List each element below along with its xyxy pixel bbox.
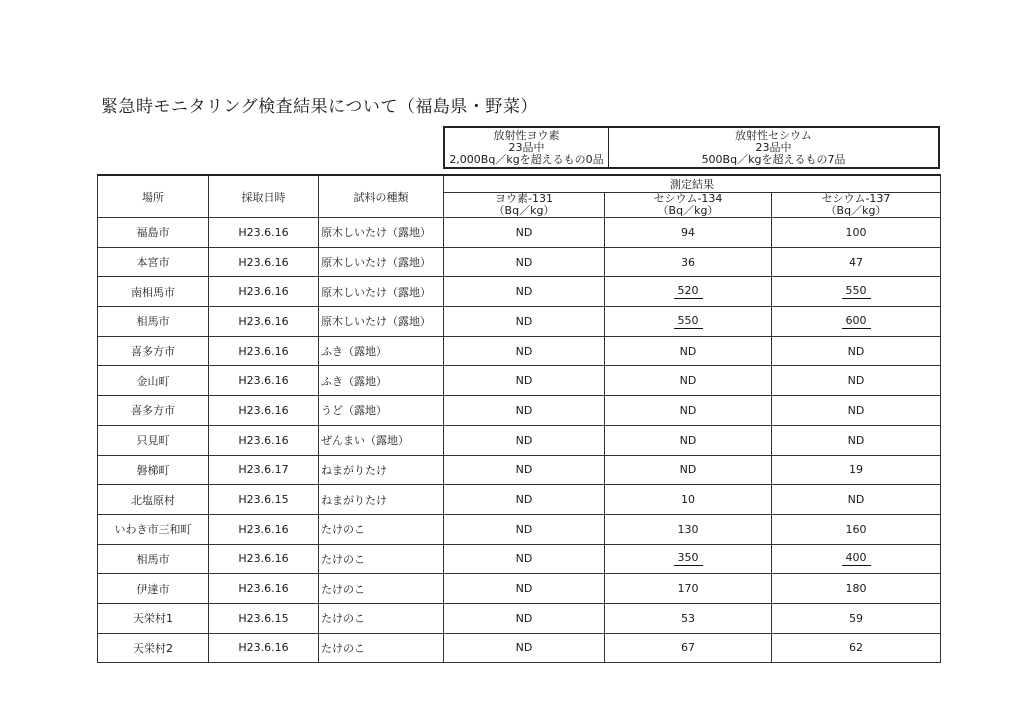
place-cell [98, 366, 209, 396]
cs137-cell [772, 277, 941, 307]
i131-cell-value: ND [515, 493, 533, 507]
cesium-summary-line2: 23品中 [755, 140, 792, 154]
place-cell [98, 425, 209, 455]
cs137-cell [772, 218, 941, 248]
header-results: 測定結果 [444, 175, 941, 193]
place-cell-value: 伊達市 [136, 582, 170, 596]
cs134-cell-value: 67 [681, 641, 695, 655]
table-row [98, 396, 941, 426]
place-cell-value: 金山町 [136, 374, 170, 388]
table-row [98, 425, 941, 455]
place-cell [98, 603, 209, 633]
place-cell-value: 天栄村1 [133, 612, 173, 626]
i131-cell-value: ND [515, 374, 533, 388]
cs137-cell [772, 574, 941, 604]
date-cell [209, 277, 319, 307]
sample-cell [319, 366, 444, 396]
cs137-cell [772, 455, 941, 485]
date-cell [209, 247, 319, 277]
i131-cell [444, 336, 605, 366]
sample-cell-value: たけのこ [321, 641, 365, 655]
cs134-cell-value: 170 [677, 582, 699, 596]
cesium-summary-line3: 500Bq／kgを超えるもの7品 [701, 152, 846, 166]
place-cell [98, 514, 209, 544]
cs134-cell-value: 53 [681, 611, 695, 625]
sample-cell [319, 307, 444, 337]
sample-cell-value: たけのこ [321, 552, 365, 566]
date-cell [209, 603, 319, 633]
i131-cell [444, 218, 605, 248]
date-cell-value: H23.6.16 [238, 255, 289, 269]
table-row [98, 366, 941, 396]
iodine-summary-line3: 2,000Bq／kgを超えるもの0品 [449, 152, 604, 166]
i131-cell [444, 366, 605, 396]
table-row [98, 277, 941, 307]
cs134-cell [605, 633, 772, 663]
sample-cell [319, 455, 444, 485]
table-row [98, 574, 941, 604]
results-table [97, 174, 941, 663]
table-header-row [98, 175, 941, 193]
place-cell-value: 喜多方市 [131, 404, 175, 418]
table-row [98, 485, 941, 515]
place-cell-value: いわき市三和町 [114, 523, 192, 537]
cs134-cell-value: 94 [681, 225, 695, 239]
sample-cell [319, 603, 444, 633]
i131-cell [444, 455, 605, 485]
cs137-cell [772, 396, 941, 426]
date-cell-value: H23.6.16 [238, 552, 289, 566]
place-cell-value: 只見町 [136, 434, 170, 448]
sample-cell-value: 原木しいたけ（露地） [321, 315, 431, 329]
date-cell-value: H23.6.16 [238, 344, 289, 358]
place-cell-value: 南相馬市 [131, 285, 175, 299]
cs137-cell-value: 47 [849, 255, 863, 269]
table-row [98, 455, 941, 485]
date-cell-value: H23.6.15 [238, 493, 289, 507]
date-cell [209, 544, 319, 574]
i131-cell-value: ND [515, 463, 533, 477]
place-cell-value: 天栄村2 [133, 641, 173, 655]
date-cell-value: H23.6.16 [238, 285, 289, 299]
date-cell [209, 514, 319, 544]
cs137-cell [772, 544, 941, 574]
i131-cell [444, 603, 605, 633]
i131-cell [444, 633, 605, 663]
cs134-cell [605, 455, 772, 485]
place-cell [98, 247, 209, 277]
place-cell [98, 218, 209, 248]
i131-cell-value: ND [515, 255, 533, 269]
sample-cell-value: たけのこ [321, 582, 365, 596]
date-cell [209, 485, 319, 515]
cs134-cell [605, 514, 772, 544]
sample-cell [319, 277, 444, 307]
cs134-cell [605, 277, 772, 307]
cs134-cell [605, 396, 772, 426]
date-cell [209, 307, 319, 337]
iodine-summary-line2: 23品中 [508, 140, 545, 154]
sample-cell [319, 485, 444, 515]
place-cell-value: 喜多方市 [131, 345, 175, 359]
place-cell-value: 磐梯町 [136, 463, 170, 477]
i131-cell [444, 307, 605, 337]
header-cs137-label: セシウム-137 [821, 192, 891, 205]
cs137-cell [772, 603, 941, 633]
cs137-cell-value: ND [847, 374, 865, 388]
header-cs137 [772, 193, 941, 218]
table-row [98, 603, 941, 633]
cs137-cell [772, 425, 941, 455]
sample-cell-value: うど（露地） [321, 404, 387, 418]
cesium-summary [609, 128, 938, 167]
sample-cell-value: ふき（露地） [321, 374, 387, 388]
sample-cell [319, 336, 444, 366]
date-cell [209, 336, 319, 366]
cs137-cell-value: 100 [845, 225, 867, 239]
date-cell-value: H23.6.16 [238, 582, 289, 596]
cs137-cell [772, 514, 941, 544]
summary-box [443, 126, 940, 169]
sample-cell-value: 原木しいたけ（露地） [321, 285, 431, 299]
cs134-cell [605, 485, 772, 515]
place-cell [98, 574, 209, 604]
sample-cell-value: ぜんまい（露地） [321, 434, 409, 448]
cs137-cell-value: 400 [842, 551, 871, 566]
cs134-cell-value: 130 [677, 522, 699, 536]
sample-cell-value: ねまがりたけ [321, 493, 387, 507]
place-cell-value: 北塩原村 [131, 493, 175, 507]
cs134-cell-value: ND [679, 433, 697, 447]
cs134-cell [605, 218, 772, 248]
place-cell [98, 277, 209, 307]
cs137-cell [772, 633, 941, 663]
sample-cell-value: たけのこ [321, 612, 365, 626]
sample-cell [319, 514, 444, 544]
cs134-cell-value: 520 [674, 284, 703, 299]
cs137-cell-value: 180 [845, 582, 867, 596]
place-cell-value: 相馬市 [136, 315, 170, 329]
date-cell [209, 218, 319, 248]
cs137-cell-value: 59 [849, 611, 863, 625]
place-cell [98, 485, 209, 515]
cs137-cell [772, 485, 941, 515]
cs134-cell-value: 10 [681, 493, 695, 507]
header-cs137-unit: （Bq／kg） [825, 204, 887, 217]
cs137-cell [772, 307, 941, 337]
cs137-cell [772, 247, 941, 277]
sample-cell-value: 原木しいたけ（露地） [321, 256, 431, 270]
table-body [98, 218, 941, 663]
i131-cell-value: ND [515, 641, 533, 655]
cs134-cell-value: 350 [674, 551, 703, 566]
date-cell-value: H23.6.16 [238, 641, 289, 655]
header-place: 場所 [98, 175, 209, 218]
cs137-cell-value: ND [847, 433, 865, 447]
place-cell [98, 544, 209, 574]
place-cell [98, 633, 209, 663]
i131-cell-value: ND [515, 522, 533, 536]
cesium-summary-line1: 放射性セシウム [735, 128, 812, 142]
header-sample: 試料の種類 [319, 175, 444, 218]
date-cell [209, 396, 319, 426]
date-cell-value: H23.6.15 [238, 611, 289, 625]
table-row [98, 544, 941, 574]
i131-cell [444, 485, 605, 515]
date-cell-value: H23.6.16 [238, 403, 289, 417]
i131-cell-value: ND [515, 582, 533, 596]
sample-cell [319, 247, 444, 277]
i131-cell [444, 544, 605, 574]
place-cell [98, 396, 209, 426]
cs134-cell [605, 425, 772, 455]
date-cell-value: H23.6.17 [238, 463, 289, 477]
i131-cell-value: ND [515, 344, 533, 358]
sample-cell-value: ふき（露地） [321, 345, 387, 359]
i131-cell [444, 425, 605, 455]
header-i131-label: ヨウ素-131 [495, 192, 553, 205]
date-cell [209, 455, 319, 485]
i131-cell-value: ND [515, 552, 533, 566]
date-cell-value: H23.6.16 [238, 225, 289, 239]
date-cell [209, 633, 319, 663]
table-row [98, 247, 941, 277]
table-row [98, 218, 941, 248]
cs134-cell [605, 336, 772, 366]
place-cell-value: 福島市 [136, 226, 170, 240]
cs134-cell-value: ND [679, 374, 697, 388]
sample-cell-value: 原木しいたけ（露地） [321, 226, 431, 240]
i131-cell [444, 396, 605, 426]
cs137-cell-value: ND [847, 403, 865, 417]
date-cell [209, 425, 319, 455]
date-cell-value: H23.6.16 [238, 522, 289, 536]
sample-cell [319, 425, 444, 455]
cs137-cell-value: 62 [849, 641, 863, 655]
date-cell [209, 366, 319, 396]
place-cell [98, 307, 209, 337]
cs137-cell [772, 366, 941, 396]
cs137-cell-value: 550 [842, 284, 871, 299]
i131-cell [444, 277, 605, 307]
sample-cell [319, 633, 444, 663]
cs134-cell [605, 366, 772, 396]
date-cell [209, 574, 319, 604]
i131-cell-value: ND [515, 285, 533, 299]
cs134-cell-value: ND [679, 463, 697, 477]
cs134-cell [605, 574, 772, 604]
header-cs134 [605, 193, 772, 218]
iodine-summary-line1: 放射性ヨウ素 [493, 128, 560, 142]
place-cell-value: 本宮市 [136, 256, 170, 270]
cs134-cell-value: ND [679, 403, 697, 417]
place-cell [98, 455, 209, 485]
i131-cell-value: ND [515, 611, 533, 625]
cs134-cell [605, 544, 772, 574]
date-cell-value: H23.6.16 [238, 314, 289, 328]
date-cell-value: H23.6.16 [238, 433, 289, 447]
cs137-cell-value: 19 [849, 463, 863, 477]
i131-cell-value: ND [515, 225, 533, 239]
page-title: 緊急時モニタリング検査結果について（福島県・野菜） [101, 97, 538, 117]
cs134-cell [605, 247, 772, 277]
table-row [98, 307, 941, 337]
header-date: 採取日時 [209, 175, 319, 218]
cs137-cell-value: ND [847, 493, 865, 507]
cs134-cell [605, 603, 772, 633]
sample-cell [319, 544, 444, 574]
place-cell-value: 相馬市 [136, 552, 170, 566]
cs134-cell-value: 550 [674, 314, 703, 329]
cs137-cell-value: 600 [842, 314, 871, 329]
cs137-cell-value: ND [847, 344, 865, 358]
cs134-cell-value: 36 [681, 255, 695, 269]
cs137-cell [772, 336, 941, 366]
sample-cell [319, 574, 444, 604]
i131-cell [444, 514, 605, 544]
sample-cell [319, 396, 444, 426]
i131-cell-value: ND [515, 433, 533, 447]
header-cs134-unit: （Bq／kg） [657, 204, 719, 217]
table-row [98, 336, 941, 366]
cs134-cell [605, 307, 772, 337]
i131-cell-value: ND [515, 314, 533, 328]
place-cell [98, 336, 209, 366]
iodine-summary [445, 128, 609, 167]
i131-cell-value: ND [515, 403, 533, 417]
header-i131 [444, 193, 605, 218]
sample-cell-value: ねまがりたけ [321, 463, 387, 477]
cs134-cell-value: ND [679, 344, 697, 358]
cs137-cell-value: 160 [845, 522, 867, 536]
date-cell-value: H23.6.16 [238, 374, 289, 388]
i131-cell [444, 574, 605, 604]
sample-cell-value: たけのこ [321, 523, 365, 537]
table-row [98, 633, 941, 663]
header-i131-unit: （Bq／kg） [493, 204, 555, 217]
header-cs134-label: セシウム-134 [653, 192, 723, 205]
table-row [98, 514, 941, 544]
sample-cell [319, 218, 444, 248]
i131-cell [444, 247, 605, 277]
